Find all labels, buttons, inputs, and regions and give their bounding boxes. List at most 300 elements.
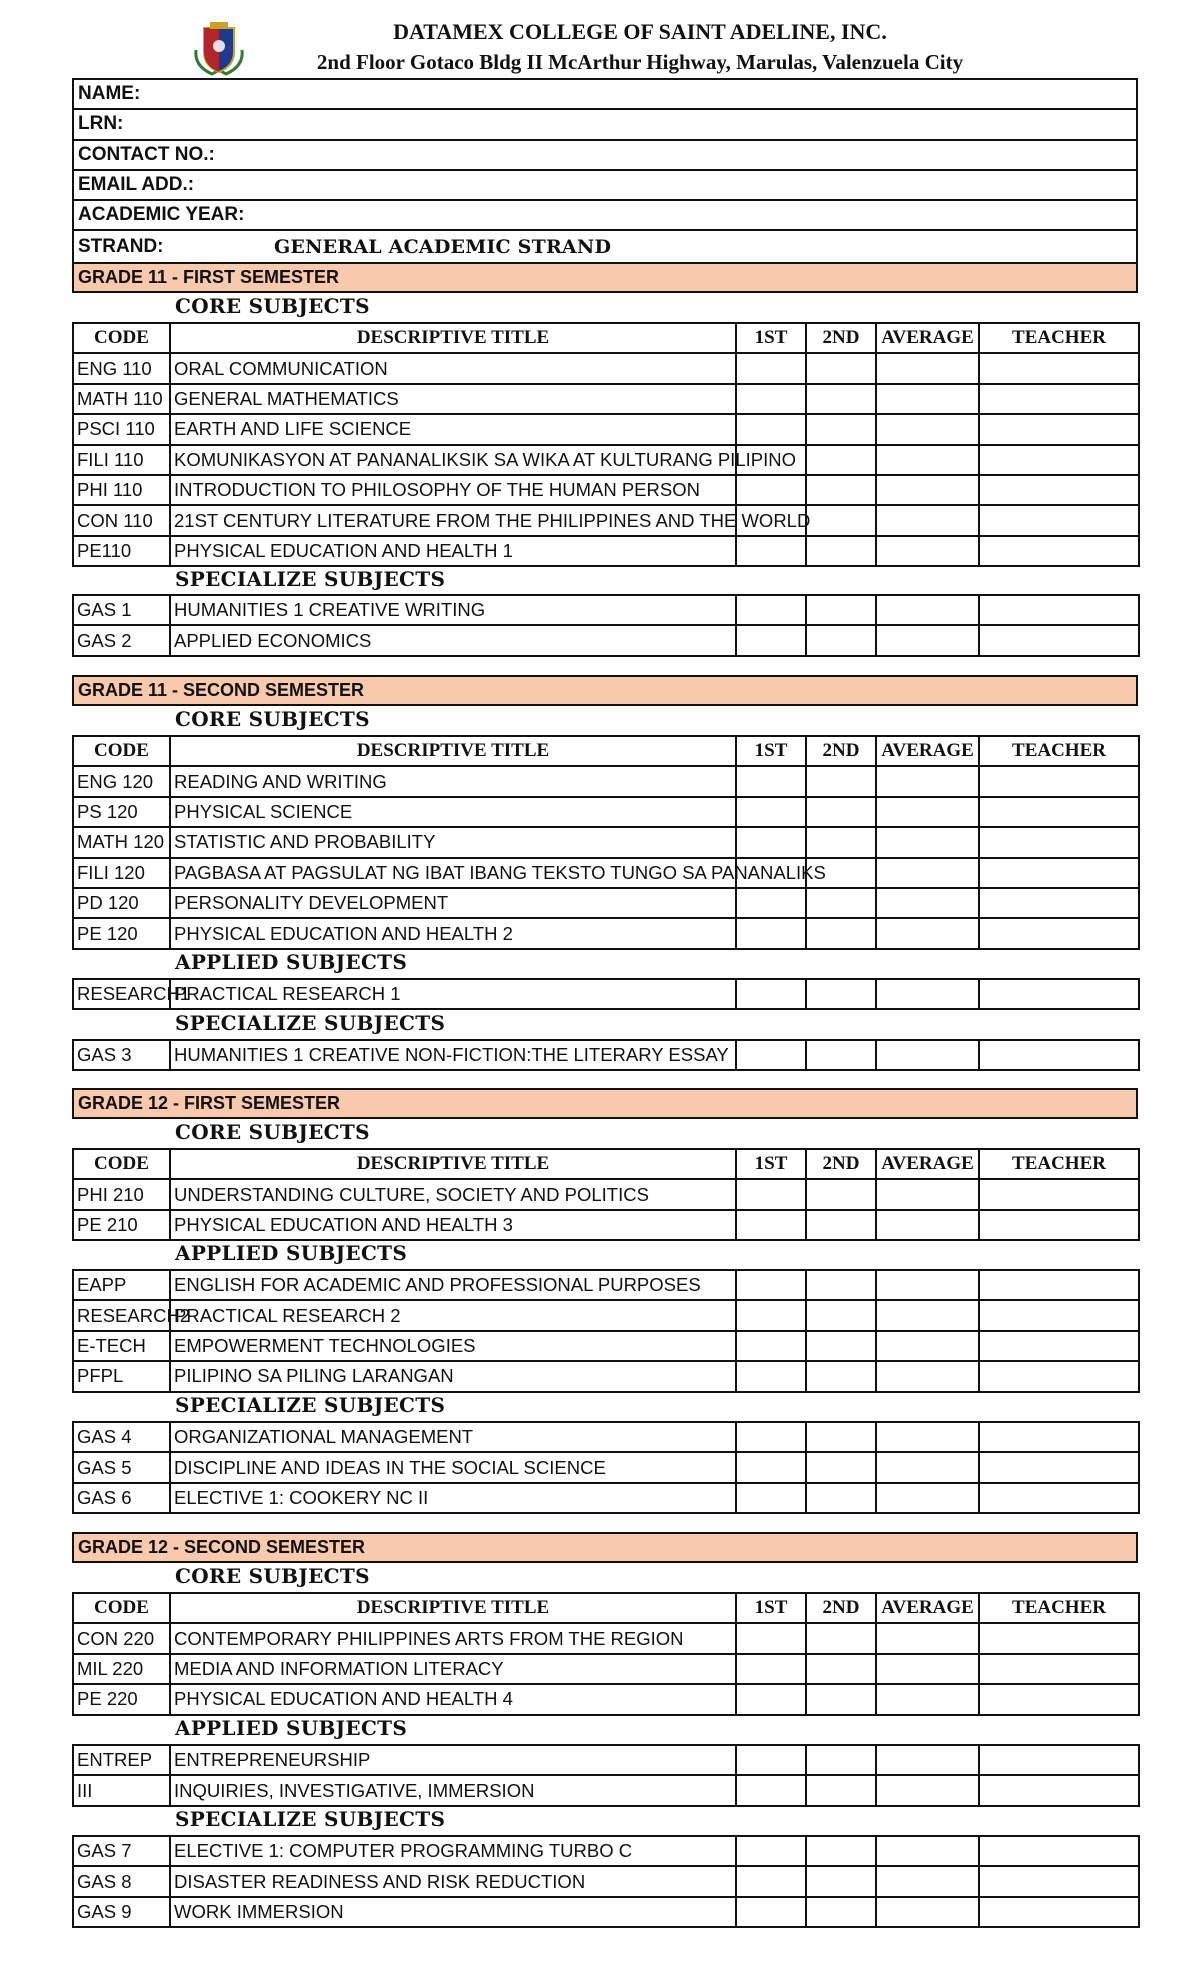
semester-title: GRADE 12 - FIRST SEMESTER — [72, 1088, 1138, 1119]
first-grade-cell[interactable] — [736, 1210, 806, 1240]
subject-title: ENGLISH FOR ACADEMIC AND PROFESSIONAL PURPOSES — [170, 1270, 736, 1300]
subject-code: PE 220 — [73, 1684, 170, 1714]
second-grade-cell[interactable] — [806, 1775, 876, 1805]
second-grade-cell[interactable] — [806, 1684, 876, 1714]
second-grade-cell[interactable] — [806, 797, 876, 827]
subject-code: GAS 9 — [73, 1897, 170, 1927]
teacher-cell[interactable] — [979, 353, 1139, 383]
first-grade-cell[interactable] — [736, 888, 806, 918]
column-header-second: 2ND — [806, 736, 876, 766]
table-row — [73, 1897, 1139, 1927]
average-cell[interactable] — [876, 1866, 979, 1896]
school-crest-icon — [190, 20, 248, 76]
subject-title: HUMANITIES 1 CREATIVE NON-FICTION:THE LITERARY ESSAY — [170, 1040, 736, 1070]
subject-title: ELECTIVE 1: COOKERY NC II — [170, 1483, 736, 1513]
second-grade-cell[interactable] — [806, 353, 876, 383]
specialize-subjects-table — [72, 594, 1140, 657]
table-header-row — [73, 736, 1139, 766]
table-row — [73, 979, 1139, 1009]
table-header-row — [73, 323, 1139, 353]
column-header-teacher: TEACHER — [979, 323, 1139, 353]
second-grade-cell[interactable] — [806, 1483, 876, 1513]
subject-title: CONTEMPORARY PHILIPPINES ARTS FROM THE REGION — [170, 1623, 736, 1653]
average-cell[interactable] — [876, 445, 979, 475]
table-row — [73, 1654, 1139, 1684]
specialize-subjects-heading: SPECIALIZE SUBJECTS — [175, 1393, 446, 1417]
average-cell[interactable] — [876, 384, 979, 414]
strand-row — [74, 231, 1136, 261]
first-grade-cell[interactable] — [736, 979, 806, 1009]
second-grade-cell[interactable] — [806, 505, 876, 535]
average-cell[interactable] — [876, 1361, 979, 1391]
applied-subjects-heading: APPLIED SUBJECTS — [175, 1716, 408, 1740]
teacher-cell[interactable] — [979, 1422, 1139, 1452]
subject-code: GAS 4 — [73, 1422, 170, 1452]
subject-code: ENG 120 — [73, 766, 170, 796]
first-grade-cell[interactable] — [736, 1040, 806, 1070]
second-grade-cell[interactable] — [806, 536, 876, 566]
subject-code: GAS 3 — [73, 1040, 170, 1070]
table-row — [73, 414, 1139, 444]
teacher-cell[interactable] — [979, 1897, 1139, 1927]
core-subjects-table — [72, 1592, 1140, 1716]
applied-subjects-heading: APPLIED SUBJECTS — [175, 950, 408, 974]
table-row — [73, 1684, 1139, 1714]
second-grade-cell[interactable] — [806, 827, 876, 857]
first-grade-cell[interactable] — [736, 1684, 806, 1714]
second-grade-cell[interactable] — [806, 475, 876, 505]
table-row — [73, 918, 1139, 948]
first-grade-cell[interactable] — [736, 1361, 806, 1391]
teacher-cell[interactable] — [979, 979, 1139, 1009]
subject-code: PHI 110 — [73, 475, 170, 505]
average-cell[interactable] — [876, 1684, 979, 1714]
average-cell[interactable] — [876, 827, 979, 857]
first-grade-cell[interactable] — [736, 1452, 806, 1482]
column-header-second: 2ND — [806, 323, 876, 353]
second-grade-cell[interactable] — [806, 1270, 876, 1300]
column-header-code: CODE — [73, 1593, 170, 1623]
subject-code: CON 110 — [73, 505, 170, 535]
teacher-cell[interactable] — [979, 888, 1139, 918]
average-cell[interactable] — [876, 1040, 979, 1070]
academic-year-label: ACADEMIC YEAR: — [78, 204, 245, 226]
table-row — [73, 1361, 1139, 1391]
subject-code: RESEARCH2 — [73, 1300, 170, 1330]
subject-code: PSCI 110 — [73, 414, 170, 444]
average-cell[interactable] — [876, 536, 979, 566]
subject-code: CON 220 — [73, 1623, 170, 1653]
second-grade-cell[interactable] — [806, 1836, 876, 1866]
subject-title: INTRODUCTION TO PHILOSOPHY OF THE HUMAN PERSON — [170, 475, 736, 505]
teacher-cell[interactable] — [979, 1866, 1139, 1896]
second-grade-cell[interactable] — [806, 1300, 876, 1330]
subject-title: MEDIA AND INFORMATION LITERACY — [170, 1654, 736, 1684]
first-grade-cell[interactable] — [736, 766, 806, 796]
applied-subjects-table — [72, 1744, 1140, 1807]
average-cell[interactable] — [876, 1745, 979, 1775]
column-header-code: CODE — [73, 736, 170, 766]
applied-subjects-heading: APPLIED SUBJECTS — [175, 1241, 408, 1265]
subject-code: PHI 210 — [73, 1179, 170, 1209]
table-row — [73, 858, 1139, 888]
school-header — [0, 18, 1200, 80]
teacher-cell[interactable] — [979, 384, 1139, 414]
second-grade-cell[interactable] — [806, 888, 876, 918]
subject-title: DISCIPLINE AND IDEAS IN THE SOCIAL SCIENCE — [170, 1452, 736, 1482]
subject-title: PRACTICAL RESEARCH 1 — [170, 979, 736, 1009]
first-grade-cell[interactable] — [736, 797, 806, 827]
teacher-cell[interactable] — [979, 797, 1139, 827]
table-row — [73, 1745, 1139, 1775]
subject-code: FILI 120 — [73, 858, 170, 888]
subject-title: PERSONALITY DEVELOPMENT — [170, 888, 736, 918]
column-header-title: DESCRIPTIVE TITLE — [170, 736, 736, 766]
table-row — [73, 1270, 1139, 1300]
teacher-cell[interactable] — [979, 1654, 1139, 1684]
second-grade-cell[interactable] — [806, 766, 876, 796]
second-grade-cell[interactable] — [806, 979, 876, 1009]
table-row — [73, 1331, 1139, 1361]
specialize-subjects-heading: SPECIALIZE SUBJECTS — [175, 567, 446, 591]
table-row — [73, 766, 1139, 796]
core-subjects-heading: CORE SUBJECTS — [175, 1120, 370, 1144]
teacher-cell[interactable] — [979, 625, 1139, 655]
table-header-row — [73, 1149, 1139, 1179]
subject-title: WORK IMMERSION — [170, 1897, 736, 1927]
teacher-cell[interactable] — [979, 1270, 1139, 1300]
subject-title: 21ST CENTURY LITERATURE FROM THE PHILIPPINES AND THE WORLD — [170, 505, 736, 535]
subject-title: PHYSICAL EDUCATION AND HEALTH 2 — [170, 918, 736, 948]
second-grade-cell[interactable] — [806, 1745, 876, 1775]
average-cell[interactable] — [876, 1210, 979, 1240]
second-grade-cell[interactable] — [806, 1866, 876, 1896]
subject-code: MATH 110 — [73, 384, 170, 414]
subject-title: ENTREPRENEURSHIP — [170, 1745, 736, 1775]
first-grade-cell[interactable] — [736, 1270, 806, 1300]
table-row — [73, 1836, 1139, 1866]
average-cell[interactable] — [876, 1270, 979, 1300]
column-header-average: AVERAGE — [876, 323, 979, 353]
table-row — [73, 505, 1139, 535]
second-grade-cell[interactable] — [806, 445, 876, 475]
subject-title: GENERAL MATHEMATICS — [170, 384, 736, 414]
table-row — [73, 1210, 1139, 1240]
semester-title: GRADE 11 - FIRST SEMESTER — [72, 262, 1138, 293]
subject-title: ORGANIZATIONAL MANAGEMENT — [170, 1422, 736, 1452]
first-grade-cell[interactable] — [736, 595, 806, 625]
table-row — [73, 1040, 1139, 1070]
subject-title: PHYSICAL SCIENCE — [170, 797, 736, 827]
subject-title: READING AND WRITING — [170, 766, 736, 796]
second-grade-cell[interactable] — [806, 1331, 876, 1361]
semester-title: GRADE 12 - SECOND SEMESTER — [72, 1532, 1138, 1563]
average-cell[interactable] — [876, 1483, 979, 1513]
average-cell[interactable] — [876, 1654, 979, 1684]
teacher-cell[interactable] — [979, 1331, 1139, 1361]
first-grade-cell[interactable] — [736, 1483, 806, 1513]
subject-code: RESEARCH1 — [73, 979, 170, 1009]
teacher-cell[interactable] — [979, 445, 1139, 475]
first-grade-cell[interactable] — [736, 918, 806, 948]
second-grade-cell[interactable] — [806, 1422, 876, 1452]
teacher-cell[interactable] — [979, 475, 1139, 505]
table-row — [73, 384, 1139, 414]
subject-code: MATH 120 — [73, 827, 170, 857]
column-header-second: 2ND — [806, 1593, 876, 1623]
first-grade-cell[interactable] — [736, 1623, 806, 1653]
column-header-title: DESCRIPTIVE TITLE — [170, 323, 736, 353]
subject-code: GAS 5 — [73, 1452, 170, 1482]
subject-title: PHYSICAL EDUCATION AND HEALTH 3 — [170, 1210, 736, 1240]
column-header-teacher: TEACHER — [979, 1593, 1139, 1623]
average-cell[interactable] — [876, 1331, 979, 1361]
second-grade-cell[interactable] — [806, 414, 876, 444]
first-grade-cell[interactable] — [736, 827, 806, 857]
average-cell[interactable] — [876, 1623, 979, 1653]
table-row — [73, 445, 1139, 475]
semester-title: GRADE 11 - SECOND SEMESTER — [72, 675, 1138, 706]
column-header-teacher: TEACHER — [979, 736, 1139, 766]
lrn-row[interactable] — [74, 110, 1136, 140]
average-cell[interactable] — [876, 625, 979, 655]
table-row — [73, 1623, 1139, 1653]
average-cell[interactable] — [876, 1452, 979, 1482]
column-header-first: 1ST — [736, 1593, 806, 1623]
student-info-box — [72, 78, 1138, 264]
first-grade-cell[interactable] — [736, 625, 806, 655]
teacher-cell[interactable] — [979, 1210, 1139, 1240]
second-grade-cell[interactable] — [806, 1897, 876, 1927]
subject-code: PFPL — [73, 1361, 170, 1391]
table-row — [73, 797, 1139, 827]
table-row — [73, 625, 1139, 655]
contact-row[interactable] — [74, 141, 1136, 171]
average-cell[interactable] — [876, 1179, 979, 1209]
second-grade-cell[interactable] — [806, 918, 876, 948]
table-row — [73, 827, 1139, 857]
subject-code: PD 120 — [73, 888, 170, 918]
first-grade-cell[interactable] — [736, 1866, 806, 1896]
core-subjects-heading: CORE SUBJECTS — [175, 1564, 370, 1588]
subject-code: ENTREP — [73, 1745, 170, 1775]
specialize-subjects-table — [72, 1835, 1140, 1928]
subject-title: EARTH AND LIFE SCIENCE — [170, 414, 736, 444]
subject-code: GAS 2 — [73, 625, 170, 655]
teacher-cell[interactable] — [979, 1684, 1139, 1714]
teacher-cell[interactable] — [979, 1483, 1139, 1513]
subject-code: GAS 6 — [73, 1483, 170, 1513]
average-cell[interactable] — [876, 979, 979, 1009]
average-cell[interactable] — [876, 888, 979, 918]
first-grade-cell[interactable] — [736, 1331, 806, 1361]
average-cell[interactable] — [876, 1775, 979, 1805]
first-grade-cell[interactable] — [736, 353, 806, 383]
specialize-subjects-table — [72, 1421, 1140, 1514]
table-row — [73, 536, 1139, 566]
subject-code: PE110 — [73, 536, 170, 566]
average-cell[interactable] — [876, 918, 979, 948]
teacher-cell[interactable] — [979, 595, 1139, 625]
column-header-first: 1ST — [736, 1149, 806, 1179]
first-grade-cell[interactable] — [736, 1836, 806, 1866]
teacher-cell[interactable] — [979, 536, 1139, 566]
specialize-subjects-heading: SPECIALIZE SUBJECTS — [175, 1807, 446, 1831]
subject-code: MIL 220 — [73, 1654, 170, 1684]
applied-subjects-table — [72, 1269, 1140, 1393]
teacher-cell[interactable] — [979, 1745, 1139, 1775]
table-row — [73, 1422, 1139, 1452]
average-cell[interactable] — [876, 1836, 979, 1866]
table-row — [73, 1452, 1139, 1482]
subject-title: INQUIRIES, INVESTIGATIVE, IMMERSION — [170, 1775, 736, 1805]
subject-title: PHYSICAL EDUCATION AND HEALTH 4 — [170, 1684, 736, 1714]
column-header-second: 2ND — [806, 1149, 876, 1179]
column-header-title: DESCRIPTIVE TITLE — [170, 1593, 736, 1623]
column-header-average: AVERAGE — [876, 736, 979, 766]
strand-label: STRAND: — [78, 235, 164, 257]
first-grade-cell[interactable] — [736, 1745, 806, 1775]
subject-title: HUMANITIES 1 CREATIVE WRITING — [170, 595, 736, 625]
subject-code: GAS 8 — [73, 1866, 170, 1896]
second-grade-cell[interactable] — [806, 1654, 876, 1684]
core-subjects-table — [72, 322, 1140, 567]
subject-title: EMPOWERMENT TECHNOLOGIES — [170, 1331, 736, 1361]
subject-code: FILI 110 — [73, 445, 170, 475]
teacher-cell[interactable] — [979, 858, 1139, 888]
second-grade-cell[interactable] — [806, 595, 876, 625]
table-row — [73, 475, 1139, 505]
table-row — [73, 888, 1139, 918]
subject-title: KOMUNIKASYON AT PANANALIKSIK SA WIKA AT KULTURANG PILIPINO — [170, 445, 736, 475]
subject-title: PRACTICAL RESEARCH 2 — [170, 1300, 736, 1330]
second-grade-cell[interactable] — [806, 1361, 876, 1391]
teacher-cell[interactable] — [979, 1300, 1139, 1330]
subject-code: PS 120 — [73, 797, 170, 827]
first-grade-cell[interactable] — [736, 475, 806, 505]
core-subjects-table — [72, 735, 1140, 950]
second-grade-cell[interactable] — [806, 1210, 876, 1240]
teacher-cell[interactable] — [979, 1775, 1139, 1805]
first-grade-cell[interactable] — [736, 384, 806, 414]
column-header-code: CODE — [73, 323, 170, 353]
teacher-cell[interactable] — [979, 1179, 1139, 1209]
column-header-average: AVERAGE — [876, 1149, 979, 1179]
average-cell[interactable] — [876, 797, 979, 827]
table-row — [73, 1483, 1139, 1513]
specialize-subjects-table — [72, 1039, 1140, 1071]
name-row[interactable] — [74, 80, 1136, 110]
school-name: DATAMEX COLLEGE OF SAINT ADELINE, INC. — [393, 19, 887, 44]
column-header-teacher: TEACHER — [979, 1149, 1139, 1179]
lrn-label: LRN: — [78, 113, 124, 135]
subject-title: ORAL COMMUNICATION — [170, 353, 736, 383]
contact-label: CONTACT NO.: — [78, 143, 215, 165]
school-address: 2nd Floor Gotaco Bldg II McArthur Highway, Marulas, Valenzuela City — [316, 50, 964, 74]
subject-code: PE 120 — [73, 918, 170, 948]
subject-code: ENG 110 — [73, 353, 170, 383]
average-cell[interactable] — [876, 858, 979, 888]
subject-title: PHYSICAL EDUCATION AND HEALTH 1 — [170, 536, 736, 566]
teacher-cell[interactable] — [979, 1836, 1139, 1866]
first-grade-cell[interactable] — [736, 1179, 806, 1209]
second-grade-cell[interactable] — [806, 1452, 876, 1482]
subject-code: GAS 1 — [73, 595, 170, 625]
subject-title: APPLIED ECONOMICS — [170, 625, 736, 655]
average-cell[interactable] — [876, 595, 979, 625]
average-cell[interactable] — [876, 414, 979, 444]
second-grade-cell[interactable] — [806, 384, 876, 414]
second-grade-cell[interactable] — [806, 1040, 876, 1070]
average-cell[interactable] — [876, 1897, 979, 1927]
subject-title: UNDERSTANDING CULTURE, SOCIETY AND POLITICS — [170, 1179, 736, 1209]
column-header-first: 1ST — [736, 736, 806, 766]
subject-title: STATISTIC AND PROBABILITY — [170, 827, 736, 857]
teacher-cell[interactable] — [979, 505, 1139, 535]
first-grade-cell[interactable] — [736, 414, 806, 444]
first-grade-cell[interactable] — [736, 1775, 806, 1805]
subject-title: PILIPINO SA PILING LARANGAN — [170, 1361, 736, 1391]
subject-code: GAS 7 — [73, 1836, 170, 1866]
table-header-row — [73, 1593, 1139, 1623]
academic-year-row[interactable] — [74, 201, 1136, 231]
core-subjects-heading: CORE SUBJECTS — [175, 294, 370, 318]
first-grade-cell[interactable] — [736, 536, 806, 566]
average-cell[interactable] — [876, 353, 979, 383]
core-subjects-heading: CORE SUBJECTS — [175, 707, 370, 731]
average-cell[interactable] — [876, 766, 979, 796]
teacher-cell[interactable] — [979, 766, 1139, 796]
first-grade-cell[interactable] — [736, 1897, 806, 1927]
column-header-code: CODE — [73, 1149, 170, 1179]
subject-title: DISASTER READINESS AND RISK REDUCTION — [170, 1866, 736, 1896]
strand-value: GENERAL ACADEMIC STRAND — [274, 235, 612, 258]
subject-code: PE 210 — [73, 1210, 170, 1240]
teacher-cell[interactable] — [979, 414, 1139, 444]
subject-code: EAPP — [73, 1270, 170, 1300]
subject-title: ELECTIVE 1: COMPUTER PROGRAMMING TURBO C — [170, 1836, 736, 1866]
core-subjects-table — [72, 1148, 1140, 1241]
average-cell[interactable] — [876, 475, 979, 505]
second-grade-cell[interactable] — [806, 625, 876, 655]
column-header-average: AVERAGE — [876, 1593, 979, 1623]
second-grade-cell[interactable] — [806, 1179, 876, 1209]
first-grade-cell[interactable] — [736, 1422, 806, 1452]
average-cell[interactable] — [876, 1422, 979, 1452]
second-grade-cell[interactable] — [806, 1623, 876, 1653]
table-row — [73, 1866, 1139, 1896]
average-cell[interactable] — [876, 505, 979, 535]
table-row — [73, 1179, 1139, 1209]
email-label: EMAIL ADD.: — [78, 174, 195, 196]
subject-title: PAGBASA AT PAGSULAT NG IBAT IBANG TEKSTO TUNGO SA PANANALIKS — [170, 858, 736, 888]
first-grade-cell[interactable] — [736, 1300, 806, 1330]
table-row — [73, 595, 1139, 625]
column-header-title: DESCRIPTIVE TITLE — [170, 1149, 736, 1179]
name-label: NAME: — [78, 83, 141, 105]
teacher-cell[interactable] — [979, 827, 1139, 857]
teacher-cell[interactable] — [979, 918, 1139, 948]
column-header-first: 1ST — [736, 323, 806, 353]
teacher-cell[interactable] — [979, 1361, 1139, 1391]
first-grade-cell[interactable] — [736, 1654, 806, 1684]
teacher-cell[interactable] — [979, 1452, 1139, 1482]
subject-code: E-TECH — [73, 1331, 170, 1361]
teacher-cell[interactable] — [979, 1623, 1139, 1653]
email-row[interactable] — [74, 171, 1136, 201]
average-cell[interactable] — [876, 1300, 979, 1330]
teacher-cell[interactable] — [979, 1040, 1139, 1070]
